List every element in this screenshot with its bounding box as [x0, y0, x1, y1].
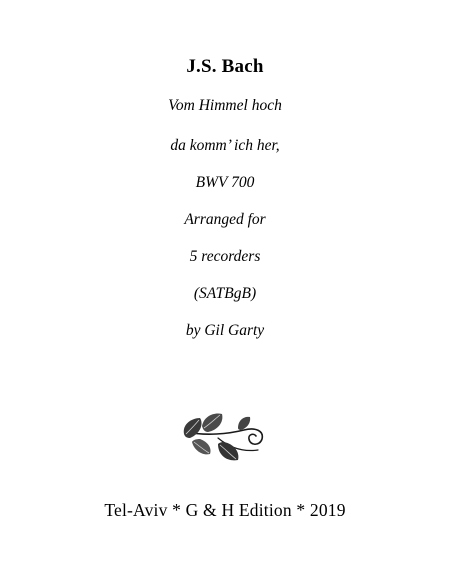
title-line-2: da komm’ ich her, [170, 137, 280, 154]
instrumentation: 5 recorders [189, 248, 261, 265]
title-line-1: Vom Himmel hoch [168, 97, 282, 114]
leaves-vine-logo-icon [178, 404, 272, 468]
voicing: (SATBgB) [193, 285, 257, 302]
arranged-for-label: Arranged for [184, 211, 266, 228]
catalog-number: BWV 700 [195, 174, 255, 191]
publisher-footer: Tel-Aviv * G & H Edition * 2019 [104, 500, 346, 520]
composer-name: J.S. Bach [186, 56, 264, 77]
arranger-credit: by Gil Garty [185, 322, 265, 339]
